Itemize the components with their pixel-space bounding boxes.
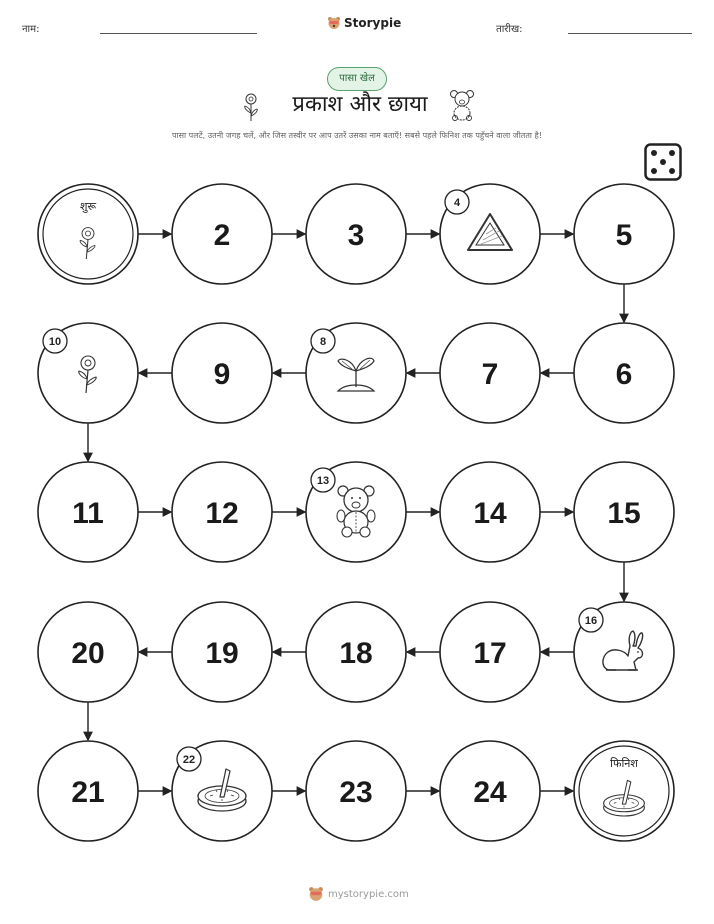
board-cell-21[interactable] xyxy=(38,741,138,841)
footer-url[interactable]: mystorypie.com xyxy=(328,888,409,900)
board-cell-13[interactable] xyxy=(306,462,406,562)
board-cells xyxy=(38,184,674,841)
cell-number: 21 xyxy=(71,776,105,809)
board-cell-4[interactable] xyxy=(440,184,540,284)
finish-cell[interactable] xyxy=(574,741,674,841)
cell-circle xyxy=(38,184,138,284)
finish-label: फिनिश xyxy=(610,757,638,770)
board-cell-22[interactable] xyxy=(172,741,272,841)
cell-number: 8 xyxy=(319,336,327,348)
footer-bear-logo-icon xyxy=(308,886,324,902)
cell-number: 15 xyxy=(607,497,641,530)
cell-number: 19 xyxy=(205,637,239,670)
cell-number: 24 xyxy=(473,776,507,809)
board-cell-24[interactable] xyxy=(440,741,540,841)
board-cell-10[interactable] xyxy=(38,323,138,423)
cell-number: 2 xyxy=(213,219,231,252)
game-type-badge: पासा खेल xyxy=(327,67,387,91)
cell-number: 20 xyxy=(71,637,105,670)
board-cell-19[interactable] xyxy=(172,602,272,702)
board-cell-15[interactable] xyxy=(574,462,674,562)
name-label: नाम: xyxy=(22,24,40,35)
cell-number: 17 xyxy=(473,637,507,670)
cell-number: 12 xyxy=(205,497,239,530)
board-cell-2[interactable] xyxy=(172,184,272,284)
cell-number: 7 xyxy=(481,358,499,391)
board-cell-8[interactable] xyxy=(306,323,406,423)
cell-number: 22 xyxy=(182,754,196,766)
board-cell-7[interactable] xyxy=(440,323,540,423)
instructions-text: पासा पलटें, उतनी जगह चलें, और जिस तस्वीर पर आप उतरें उसका नाम बताएँ! सबसे पहले फिनिश तक पहुँचने वाला जीतता है! xyxy=(172,131,542,140)
start-cell[interactable] xyxy=(38,184,138,284)
cell-number: 13 xyxy=(316,475,330,487)
board-cell-18[interactable] xyxy=(306,602,406,702)
board-cell-5[interactable] xyxy=(574,184,674,284)
cell-number: 4 xyxy=(453,197,461,209)
date-label: तारीख: xyxy=(496,24,523,35)
cell-number: 6 xyxy=(615,358,633,391)
cell-number: 23 xyxy=(339,776,373,809)
cell-number: 3 xyxy=(347,219,365,252)
cell-number: 5 xyxy=(615,219,633,252)
page-title: प्रकाश और छाया xyxy=(292,92,428,117)
board-cell-12[interactable] xyxy=(172,462,272,562)
board-cell-16[interactable] xyxy=(574,602,674,702)
board-cell-9[interactable] xyxy=(172,323,272,423)
start-label: शुरू xyxy=(79,200,97,213)
cell-number: 14 xyxy=(473,497,507,530)
board-cell-14[interactable] xyxy=(440,462,540,562)
board-cell-11[interactable] xyxy=(38,462,138,562)
footer xyxy=(308,886,409,902)
board-cell-6[interactable] xyxy=(574,323,674,423)
cell-number: 9 xyxy=(213,358,231,391)
cell-circle xyxy=(574,741,674,841)
cell-number: 11 xyxy=(72,497,104,530)
board-cell-3[interactable] xyxy=(306,184,406,284)
board-cell-20[interactable] xyxy=(38,602,138,702)
board-cell-23[interactable] xyxy=(306,741,406,841)
brand-name: Storypie xyxy=(344,16,402,30)
board-cell-17[interactable] xyxy=(440,602,540,702)
cell-number: 10 xyxy=(48,336,62,348)
cell-number: 18 xyxy=(339,637,373,670)
cell-number: 16 xyxy=(584,615,598,627)
teddy-bear-icon xyxy=(337,486,375,537)
